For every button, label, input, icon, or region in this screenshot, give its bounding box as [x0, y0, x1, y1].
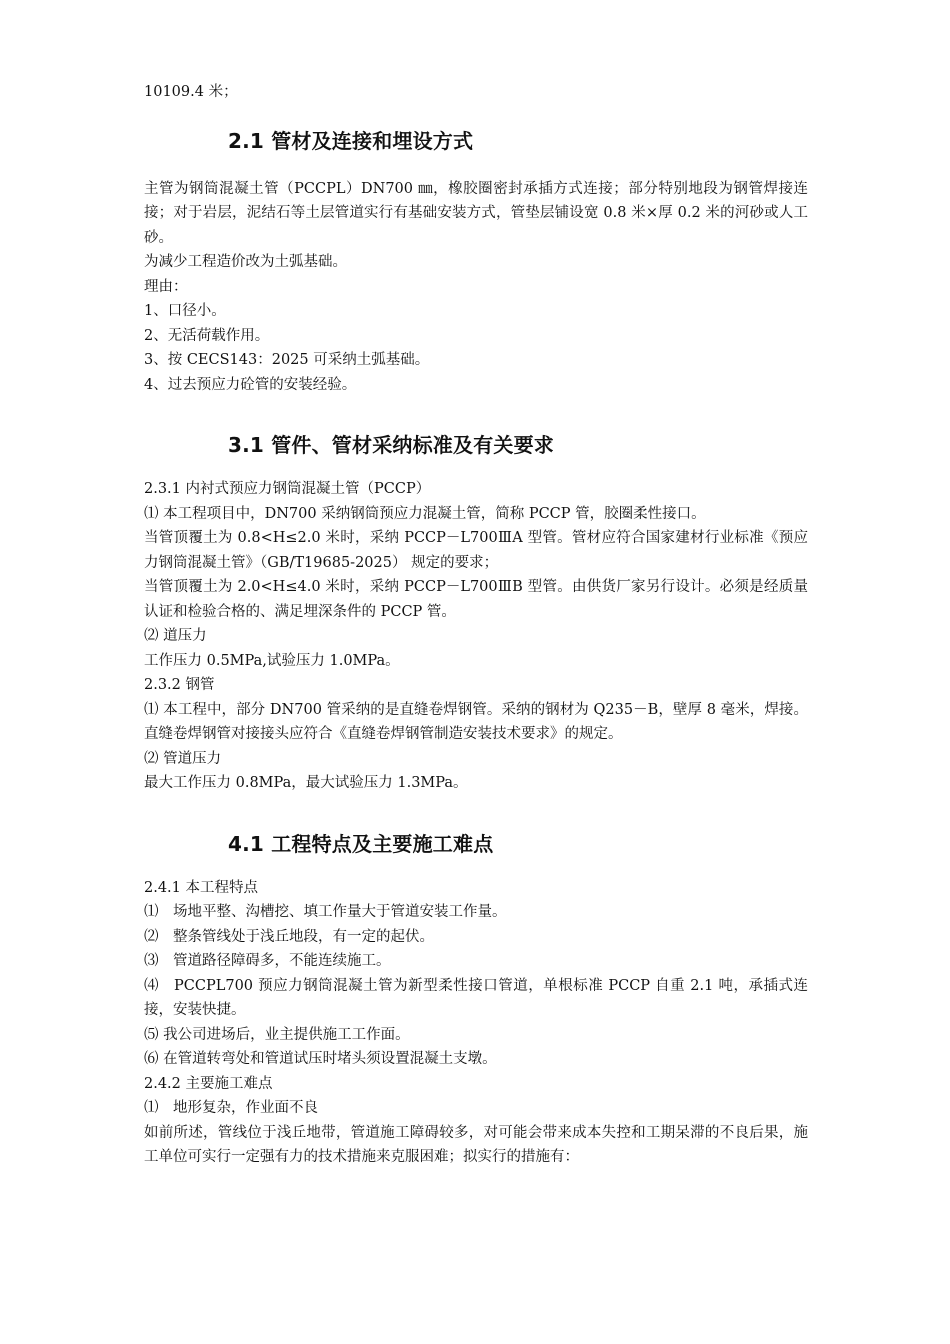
- document-body: [144, 80, 808, 1170]
- paragraph: 如前所述，管线位于浅丘地带，管道施工障碍较多，对可能会带来成本失控和工期呆滞的不良后果，施工单位可实行一定强有力的技术措施来克服困难；拟实行的措施有：: [144, 1124, 808, 1165]
- subsection-title-2-4-2: 2.4.2 主要施工难点: [144, 1075, 273, 1092]
- top-line: 10109.4 米；: [144, 84, 238, 100]
- section-heading-4-1: 4.1 工程特点及主要施工难点: [228, 831, 494, 856]
- list-item: ⑵ 道压力: [144, 628, 207, 644]
- section-heading-2-1: 2.1 管材及连接和埋设方式: [228, 128, 474, 153]
- list-item: ⑴ 地形复杂，作业面不良: [144, 1100, 318, 1116]
- reason-item: 3、按 CECS143：2025 可采纳土弧基础。: [144, 352, 430, 368]
- paragraph: 当管顶覆土为 0.8<H≤2.0 米时，采纳 PCCP－L700ⅢA 型管。管材应符合国家建材行业标准《预应力钢筒混凝土管》（GB/T19685-2025） 规定的要求；: [144, 530, 808, 571]
- list-item: ⑵ 管道压力: [144, 750, 222, 767]
- list-item: ⑷ PCCPL700 预应力钢筒混凝土管为新型柔性接口管道，单根标准 PCCP 自重 2.1 吨，承插式连接，安装快捷。: [144, 977, 808, 1018]
- paragraph: 当管顶覆土为 2.0<H≤4.0 米时，采纳 PCCP－L700ⅢB 型管。由供货厂家另行设计。必须是经质量认证和检验合格的、满足埋深条件的 PCCP 管。: [144, 579, 808, 620]
- subsection-title-2-3-1: 2.3.1 内衬式预应力钢筒混凝土管（PCCP）: [144, 481, 431, 497]
- list-item: ⑴ 本工程中，部分 DN700 管采纳的是直缝卷焊钢管。采纳的钢材为 Q235－B，壁厚 8 毫米，焊接。直缝卷焊钢管对接接头应符合《直缝卷焊钢管制造安装技术要求》的规定。: [144, 701, 808, 742]
- list-item: ⑶ 管道路径障碍多，不能连续施工。: [144, 953, 391, 969]
- list-item: ⑹ 在管道转弯处和管道试压时堵头须设置混凝土支墩。: [144, 1051, 497, 1067]
- paragraph: 工作压力 0.5MPa,试验压力 1.0MPa。: [144, 652, 400, 669]
- list-item: ⑴ 场地平整、沟槽挖、填工作量大于管道安装工作量。: [144, 904, 507, 920]
- reason-item: 4、过去预应力砼管的安装经验。: [144, 376, 357, 393]
- list-item: ⑴ 本工程项目中，DN700 采纳钢筒预应力混凝土管，简称 PCCP 管，胶圈柔性接口。: [144, 505, 706, 522]
- reason-item: 2、无活荷载作用。: [144, 327, 270, 344]
- section-heading-3-1: 3.1 管件、管材采纳标准及有关要求: [228, 433, 554, 457]
- reason-item: 1、口径小。: [144, 303, 226, 319]
- list-item: ⑵ 整条管线处于浅丘地段，有一定的起伏。: [144, 928, 434, 945]
- paragraph-pipe-material: 主管为钢筒混凝土管（PCCPL）DN700 ㎜，橡胶圈密封承插方式连接；部分特别地段为钢管焊接连接；对于岩层，泥结石等土层管道实行有基础安装方式，管垫层铺设宽 0.8 米×厚 0.2 米的河砂或人工砂。: [144, 180, 808, 246]
- paragraph-cost-reduction: 为减少工程造价改为土弧基础。: [144, 254, 347, 270]
- list-item: ⑸ 我公司进场后，业主提供施工工作面。: [144, 1026, 410, 1043]
- subsection-title-2-3-2: 2.3.2 钢管: [144, 677, 215, 693]
- reason-label: 理由：: [144, 278, 188, 295]
- paragraph: 最大工作压力 0.8MPa，最大试验压力 1.3MPa。: [144, 775, 468, 791]
- subsection-title-2-4-1: 2.4.1 本工程特点: [144, 879, 259, 896]
